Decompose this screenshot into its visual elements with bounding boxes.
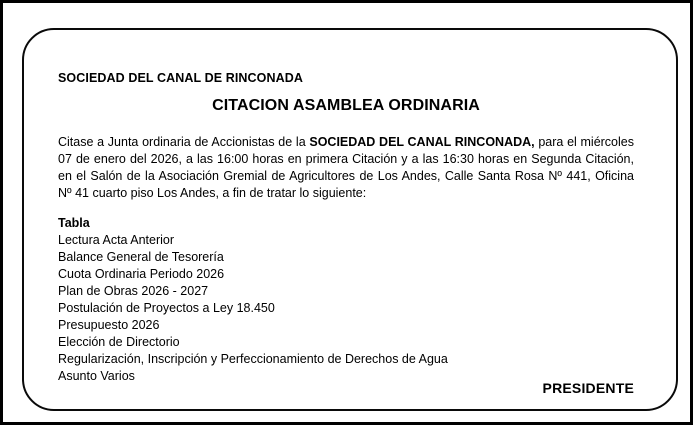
- citation-paragraph: [58, 134, 634, 202]
- agenda-item-7: Elección de Directorio: [58, 335, 180, 349]
- agenda-item-8: Regularización, Inscripción y Perfeccionamiento de Derechos de Agua: [58, 352, 448, 366]
- signature-title: PRESIDENTE: [542, 380, 634, 396]
- document-content: [24, 30, 676, 397]
- citation-text-before: Citase a Junta ordinaria de Accionistas de la: [58, 135, 310, 149]
- agenda-heading: Tabla: [58, 216, 90, 230]
- agenda-item-3: Cuota Ordinaria Periodo 2026: [58, 267, 225, 281]
- document-title: CITACION ASAMBLEA ORDINARIA: [212, 97, 480, 114]
- document-border-frame: [22, 28, 678, 411]
- agenda-item-9: Asunto Varios: [58, 369, 135, 383]
- agenda-item-4: Plan de Obras 2026 - 2027: [58, 284, 209, 298]
- citation-text-after: para el miércoles 07 de enero del 2026, a las 16:00 horas en primera Citación y a las 16:30 horas en Segunda Citación, en el Salón de la Asociación Gremial de Agricultores de Los Andes, Calle Santa Rosa Nº 441, Oficina Nº 41 cuarto piso Los Andes, a fin de tratar lo siguiente:: [58, 135, 634, 200]
- citation-org-emphasis: SOCIEDAD DEL CANAL RINCONADA,: [309, 135, 535, 149]
- agenda-item-2: Balance General de Tesorería: [58, 250, 224, 264]
- organization-name: SOCIEDAD DEL CANAL DE RINCONADA: [58, 71, 304, 85]
- agenda-section: [58, 215, 634, 385]
- agenda-item-6: Presupuesto 2026: [58, 318, 160, 332]
- agenda-item-1: Lectura Acta Anterior: [58, 233, 175, 247]
- agenda-item-5: Postulación de Proyectos a Ley 18.450: [58, 301, 275, 315]
